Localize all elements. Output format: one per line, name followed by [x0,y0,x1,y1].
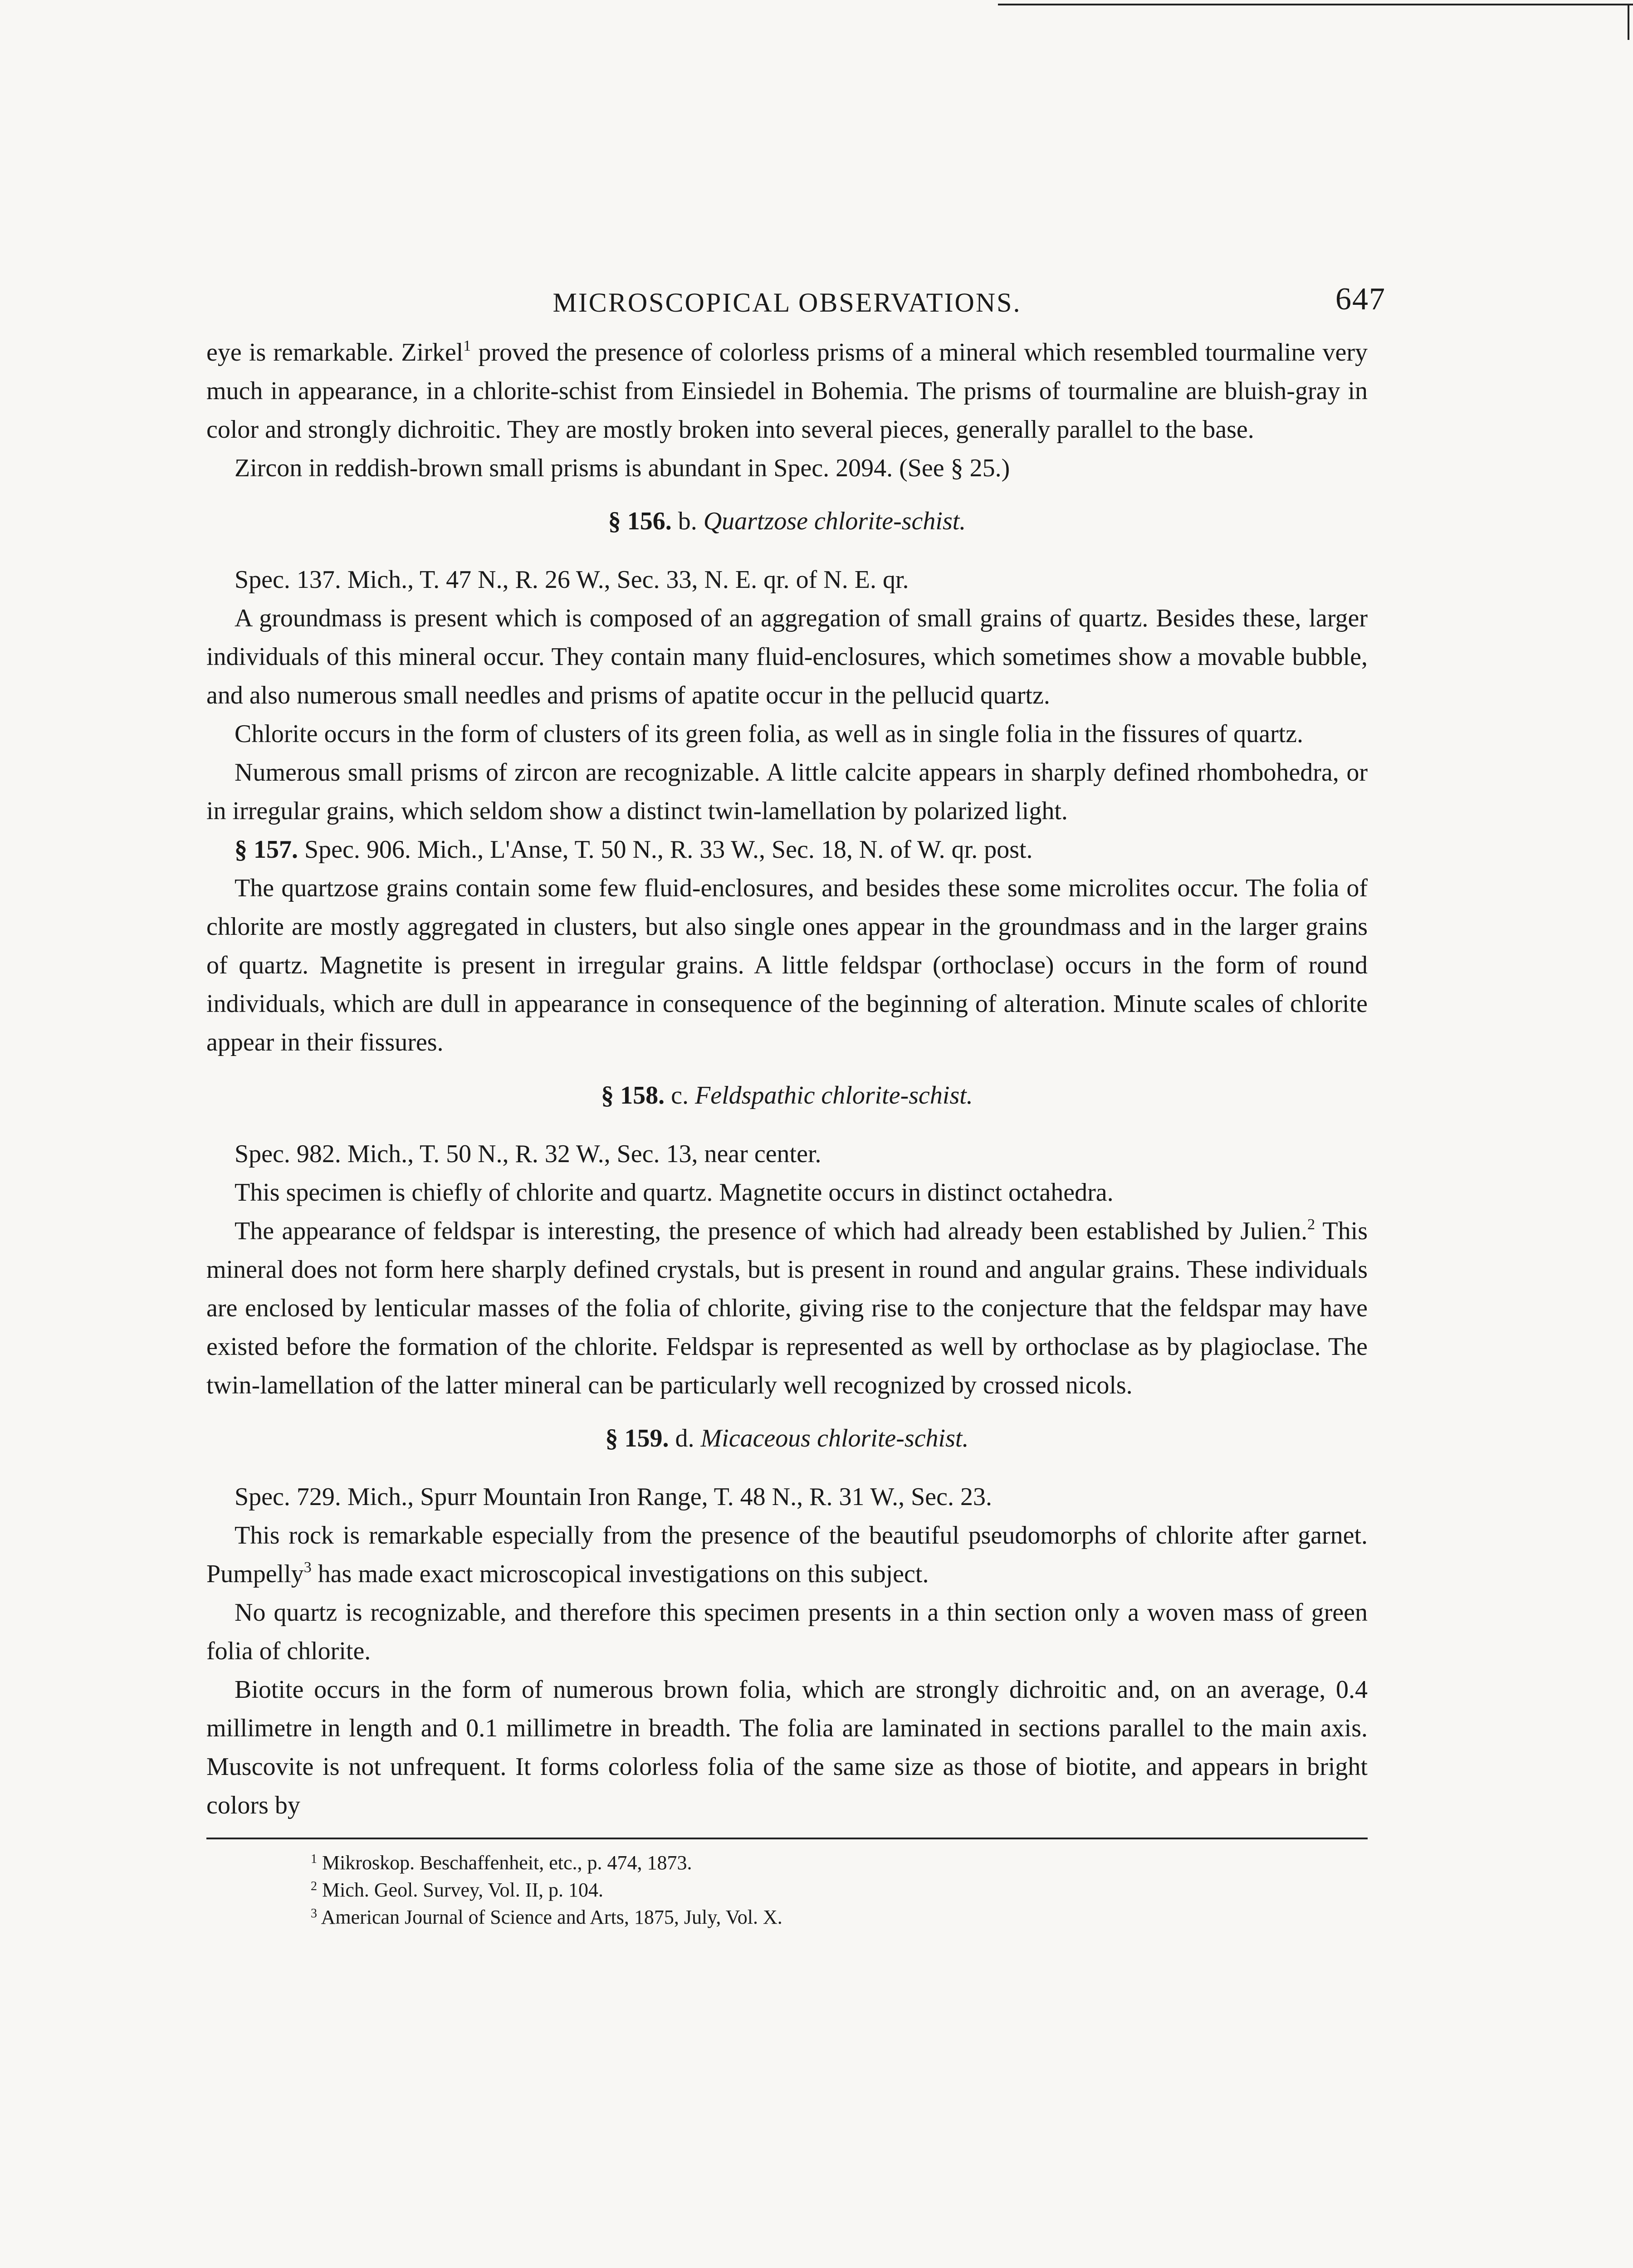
section-letter: d. [675,1424,694,1452]
top-border-rule [998,4,1633,5]
paragraph-groundmass: A groundmass is present which is composed of an aggregation of small grains of quartz. Besides these, larger individuals of this mineral occur. They contain many fluid-enclosures, which sometimes show a movable bubble, and also numerous small needles and prisms of apatite occur in the pellucid quartz. [206,604,1368,709]
section-title: Feldspathic chlorite-schist. [695,1081,973,1110]
section-heading-159 [206,1419,1368,1458]
section-157-line: § 157. Spec. 906. Mich., L'Anse, T. 50 N., R. 33 W., Sec. 18, N. of W. qr. post. [235,836,1033,864]
footnote-divider [206,1838,1368,1839]
paragraph-feldspar: The appearance of feldspar is interesting, the presence of which had already been established by Julien.$^2$ This mineral does not form here sharply defined crystals, but is present in round and angular grains. These individuals are enclosed by lenticular masses of the folia of chlorite, giving rise to the conjecture that the feldspar may have existed before the formation of the chlorite. Feldspar is represented as well by orthoclase as by plagioclase. The twin-lamellation of the latter mineral can be particularly well recognized by crossed nicols. [206,1216,1368,1399]
section-number: § 159. [605,1424,669,1452]
section-letter: b. [678,507,697,535]
footnote-ref-2[interactable]: 2 [1307,1216,1315,1233]
footnote-1: $^1$ Mikroskop. Beschaffenheit, etc., p. 474, 1873. [311,1852,692,1874]
footnotes [206,1849,1368,1931]
section-heading-158 [206,1076,1368,1115]
running-head [206,282,1386,333]
paragraph-chlorite-quartz: This specimen is chiefly of chlorite and quartz. Magnetite occurs in distinct octahedra. [235,1178,1114,1207]
specimen-982-line: Spec. 982. Mich., T. 50 N., R. 32 W., Sec. 13, near center. [235,1140,821,1168]
footnote-ref-3[interactable]: 3 [303,1559,312,1576]
right-border-rule [1628,4,1629,40]
paragraph-zircon-calcite: Numerous small prisms of zircon are recognizable. A little calcite appears in sharply defined rhombohedra, or in irregular grains, which seldom show a distinct twin-lamellation by polarized light. [206,758,1368,825]
footnote-3: $^3$ American Journal of Science and Arts, 1875, July, Vol. X. [311,1906,782,1928]
paragraph-biotite: Biotite occurs in the form of numerous brown folia, which are strongly dichroitic and, on an average, 0.4 millimetre in length and 0.1 millimetre in breadth. The folia are laminated in sections parallel to the main axis. Muscovite is not unfrequent. It forms colorless folia of the same size as those of biotite, and appears in bright colors by [206,1676,1368,1819]
paragraph-quartzose-grains: The quartzose grains contain some few fluid-enclosures, and besides these some microlites occur. The folia of chlorite are mostly aggregated in clusters, but also single ones appear in the groundmass and in the larger grains of quartz. Magnetite is present in irregular grains. A little feldspar (orthoclase) occurs in the form of round individuals, which are dull in appearance in consequence of the beginning of alteration. Minute scales of chlorite appear in their fissures. [206,874,1368,1056]
section-title: Micaceous chlorite-schist. [700,1424,969,1452]
specimen-729-line: Spec. 729. Mich., Spurr Mountain Iron Range, T. 48 N., R. 31 W., Sec. 23. [235,1483,993,1511]
paragraph-chlorite-clusters: Chlorite occurs in the form of clusters of its green folia, as well as in single folia in the fissures of quartz. [235,720,1304,748]
page-number: 647 [1335,282,1386,317]
paragraph-pseudomorphs: This rock is remarkable especially from the presence of the beautiful pseudomorphs of chlorite after garnet. Pumpelly$^3$ has made exact microscopical investigations on this subject. [206,1521,1368,1588]
specimen-137-line: Spec. 137. Mich., T. 47 N., R. 26 W., Sec. 33, N. E. qr. of N. E. qr. [235,566,909,594]
section-number: § 158. [601,1081,665,1110]
footnote-2: $^2$ Mich. Geol. Survey, Vol. II, p. 104. [311,1879,604,1901]
section-number: § 157. [235,836,298,864]
section-heading-156 [206,502,1368,541]
page-body [206,282,1386,1931]
section-letter: c. [671,1081,689,1110]
section-number: § 156. [608,507,672,535]
paragraph-zircon: Zircon in reddish-brown small prisms is abundant in Spec. 2094. (See § 25.) [235,454,1010,482]
paragraph-no-quartz: No quartz is recognizable, and therefore this specimen presents in a thin section only a woven mass of green folia of chlorite. [206,1598,1368,1665]
section-title: Quartzose chlorite-schist. [703,507,966,535]
paragraph-tourmaline: eye is remarkable. Zirkel$^1$ proved the presence of colorless prisms of a mineral which resembled tourmaline very much in appearance, in a chlorite-schist from Einsiedel in Bohemia. The prisms of tourmaline are bluish-gray in color and strongly dichroitic. They are mostly broken into several pieces, generally parallel to the base. [206,337,1368,444]
running-head-title: MICROSCOPICAL OBSERVATIONS. [552,288,1022,318]
footnote-ref-1[interactable]: 1 [463,337,471,354]
